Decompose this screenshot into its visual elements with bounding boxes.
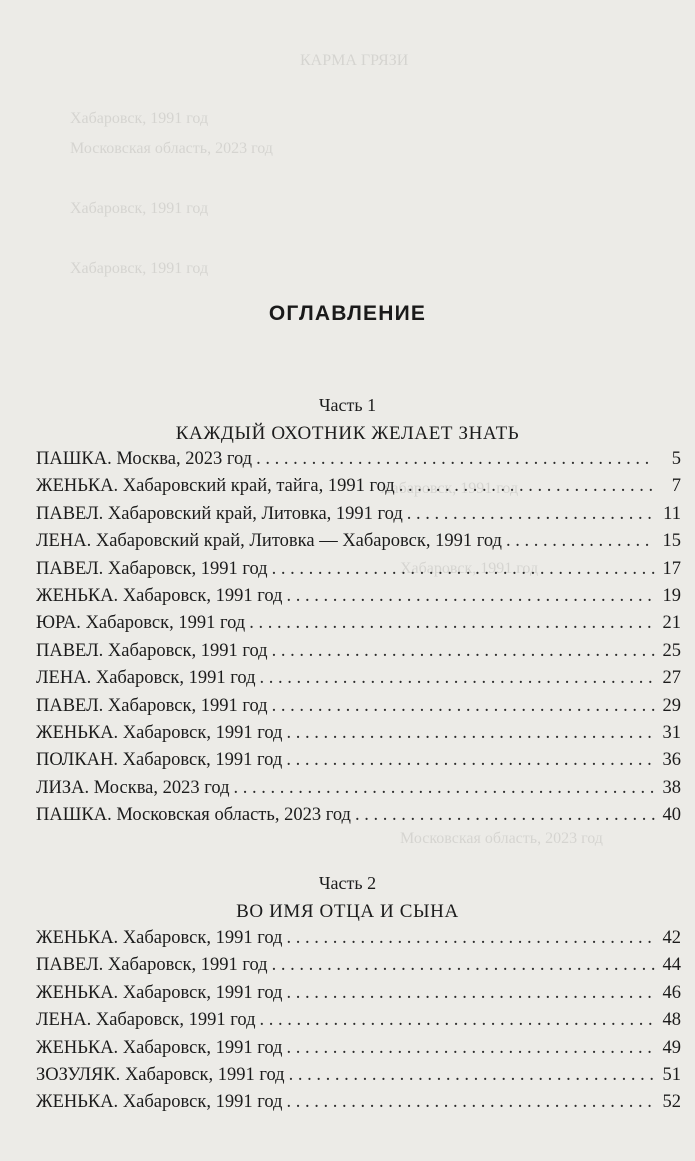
entry-page-number: 44 — [662, 955, 681, 976]
entry-location: Хабаровск, 1991 год — [85, 613, 246, 634]
entry-character: ПОЛКАН. — [36, 750, 119, 771]
entry-page-number: 27 — [662, 668, 681, 689]
entry-page-number: 17 — [662, 558, 681, 579]
dot-leader — [289, 1065, 655, 1086]
entry-character: ЛЕНА. — [36, 531, 92, 552]
entry-character: ЗОЗУЛЯК. — [36, 1064, 121, 1085]
dot-leader — [286, 1092, 655, 1113]
dot-leader — [234, 778, 655, 799]
dot-leader — [272, 955, 655, 976]
dot-leader — [286, 723, 655, 744]
dot-leader — [355, 805, 655, 826]
toc-entry[interactable] — [36, 668, 681, 695]
dot-leader — [272, 559, 655, 580]
entry-character: ЖЕНЬКА. — [36, 585, 119, 606]
entry-page-number: 40 — [662, 805, 681, 826]
entry-character: ПАВЕЛ. — [36, 955, 104, 976]
toc-entry[interactable] — [36, 1065, 681, 1092]
entry-character: ЖЕНЬКА. — [36, 928, 119, 948]
entry-character: ПАШКА. — [36, 449, 112, 469]
part-1-label: Часть 1 — [318, 395, 377, 415]
entry-location: Хабаровский край, тайга, 1991 год — [122, 476, 395, 497]
toc-entry[interactable] — [36, 778, 681, 805]
toc-entry[interactable] — [36, 613, 681, 640]
entry-location: Москва, 2023 год — [93, 777, 230, 798]
dot-leader — [259, 1010, 655, 1031]
entry-character: ПАВЕЛ. — [36, 558, 104, 579]
entry-location: Хабаровск, 1991 год — [122, 982, 283, 1003]
entry-character: ЖЕНЬКА. — [36, 1037, 119, 1058]
book-page: КАРМА ГРЯЗИ Хабаровск, 1991 год Московская область, 2023 год Хабаровск, 1991 год Хабаровск, 1991 год Хабаровск, 1991 год Хабаровск, 1991 год Московская область, 2023 год ОГЛАВЛЕНИЕ Часть 1 КАЖДЫЙ ОХОТНИК ЖЕЛАЕТ ЗНАТЬ ПАШКА. Москва, 2023 год . . . 5 ЖЕНЬКА. Хабаровский край, тайга, 1991 год . . . 7 ПАВЕЛ. Хабаровский край, Литовка, 1991 год . . . 11 ЛЕНА. Хабаровский край, Литовка — Хабаровск, 1991 год . . . 15 ПАВЕЛ. Хабаровск, 1991 год . . . 17 ЖЕНЬКА. Хабаровск, 1991 год . . . 19 ЮРА. Хабаровск, 1991 год . . . 21 ПАВЕЛ. Хабаровск, 1991 год . . . 25 ЛЕНА. Хабаровск, 1991 год . . . 27 ПАВЕЛ. Хабаровск, 1991 год . . . 29 ЖЕНЬКА. Хабаровск, 1991 год . . . 31 ПОЛКАН. Хабаровск, 1991 год . . . 36 ЛИЗА. Москва, 2023 год . . . 38 ПАШКА. Московская область, 2023 год . . . 40 Часть 2 ВО ИМЯ ОТЦА И СЫНА ЖЕНЬКА. Хабаровск, 1991 год . . . 42 ПАВЕЛ. Хабаровск, 1991 год . . . 44 ЖЕНЬКА. Хабаровск, 1991 год . . . 46 ЛЕНА. Хабаровск, 1991 год . . . 48 ЖЕНЬКА. Хабаровск, 1991 год . . . 49 ЗОЗУЛЯК. Хабаровск, 1991 год . . . 51 ЖЕНЬКА. Хабаровск, 1991 год . . . 52 — [0, 0, 695, 1161]
toc-entry[interactable] — [36, 928, 681, 955]
entry-character: ПАВЕЛ. — [36, 503, 104, 524]
entry-location: Москва, 2023 год — [116, 449, 253, 469]
dot-leader — [506, 531, 655, 552]
dot-leader — [286, 586, 655, 607]
part-2-label: Часть 2 — [318, 873, 377, 893]
entry-character: ЖЕНЬКА. — [36, 476, 119, 497]
dot-leader — [407, 504, 655, 525]
entry-location: Хабаровск, 1991 год — [107, 558, 268, 579]
part-1-title: КАЖДЫЙ ОХОТНИК ЖЕЛАЕТ ЗНАТЬ — [175, 423, 520, 444]
part-1-entries — [36, 449, 681, 832]
entry-location: Хабаровский край, Литовка, 1991 год — [107, 503, 403, 524]
entry-character: ЛИЗА. — [36, 777, 90, 798]
dot-leader — [272, 696, 655, 717]
toc-entry[interactable] — [36, 531, 681, 558]
dot-leader — [249, 613, 655, 634]
part-2-title: ВО ИМЯ ОТЦА И СЫНА — [236, 901, 459, 922]
toc-entry[interactable] — [36, 1010, 681, 1037]
entry-page-number: 49 — [662, 1037, 681, 1058]
entry-character: ПАВЕЛ. — [36, 640, 104, 661]
toc-entry[interactable] — [36, 559, 681, 586]
entry-location: Хабаровск, 1991 год — [122, 722, 283, 743]
entry-character: ЛЕНА. — [36, 668, 92, 689]
entry-page-number: 5 — [671, 449, 681, 469]
toc-entry[interactable] — [36, 641, 681, 668]
dot-leader — [286, 983, 655, 1004]
toc-entry[interactable] — [36, 449, 681, 476]
entry-location: Хабаровский край, Литовка — Хабаровск, 1991 год — [95, 531, 502, 552]
entry-page-number: 36 — [662, 750, 681, 771]
entry-character: ЛЕНА. — [36, 1010, 92, 1031]
toc-entry[interactable] — [36, 750, 681, 777]
toc-title: ОГЛАВЛЕНИЕ — [268, 302, 427, 325]
entry-location: Московская область, 2023 год — [116, 805, 351, 826]
entry-character: ЖЕНЬКА. — [36, 1092, 119, 1113]
entry-page-number: 25 — [662, 640, 681, 661]
dot-leader — [259, 668, 655, 689]
entry-page-number: 51 — [662, 1064, 681, 1085]
entry-page-number: 52 — [662, 1092, 681, 1113]
dot-leader — [399, 476, 655, 497]
entry-character: ЖЕНЬКА. — [36, 982, 119, 1003]
entry-location: Хабаровск, 1991 год — [122, 1092, 283, 1113]
entry-location: Хабаровск, 1991 год — [107, 695, 268, 716]
dot-leader — [272, 641, 655, 662]
entry-page-number: 7 — [671, 476, 681, 497]
toc-entry[interactable] — [36, 1038, 681, 1065]
toc-entry[interactable] — [36, 696, 681, 723]
toc-entry[interactable] — [36, 723, 681, 750]
entry-page-number: 15 — [662, 531, 681, 552]
entry-page-number: 48 — [662, 1010, 681, 1031]
entry-location: Хабаровск, 1991 год — [124, 1064, 285, 1085]
entry-page-number: 21 — [662, 613, 681, 634]
entry-location: Хабаровск, 1991 год — [95, 1010, 256, 1031]
entry-character: ЮРА. — [36, 613, 81, 634]
entry-character: ЖЕНЬКА. — [36, 722, 119, 743]
toc-entry[interactable] — [36, 504, 681, 531]
entry-location: Хабаровск, 1991 год — [122, 585, 283, 606]
entry-page-number: 19 — [662, 585, 681, 606]
entry-location: Хабаровск, 1991 год — [95, 668, 256, 689]
entry-character: ПАВЕЛ. — [36, 695, 104, 716]
entry-location: Хабаровск, 1991 год — [107, 955, 268, 976]
dot-leader — [286, 1038, 655, 1059]
dot-leader — [286, 928, 655, 949]
toc-entry[interactable] — [36, 586, 681, 613]
toc-entry[interactable] — [36, 983, 681, 1010]
entry-page-number: 11 — [663, 503, 681, 524]
dot-leader — [256, 449, 655, 470]
entry-page-number: 42 — [662, 928, 681, 948]
entry-location: Хабаровск, 1991 год — [107, 640, 268, 661]
entry-page-number: 38 — [662, 777, 681, 798]
toc-entry[interactable] — [36, 805, 681, 832]
entry-location: Хабаровск, 1991 год — [122, 750, 283, 771]
entry-page-number: 46 — [662, 982, 681, 1003]
part-2-entries — [36, 928, 681, 1120]
entry-location: Хабаровск, 1991 год — [122, 928, 283, 948]
dot-leader — [286, 750, 655, 771]
toc-entry[interactable] — [36, 1092, 681, 1119]
toc-entry[interactable] — [36, 955, 681, 982]
entry-character: ПАШКА. — [36, 805, 112, 826]
entry-page-number: 31 — [662, 722, 681, 743]
entry-page-number: 29 — [662, 695, 681, 716]
entry-location: Хабаровск, 1991 год — [122, 1037, 283, 1058]
toc-entry[interactable] — [36, 476, 681, 503]
